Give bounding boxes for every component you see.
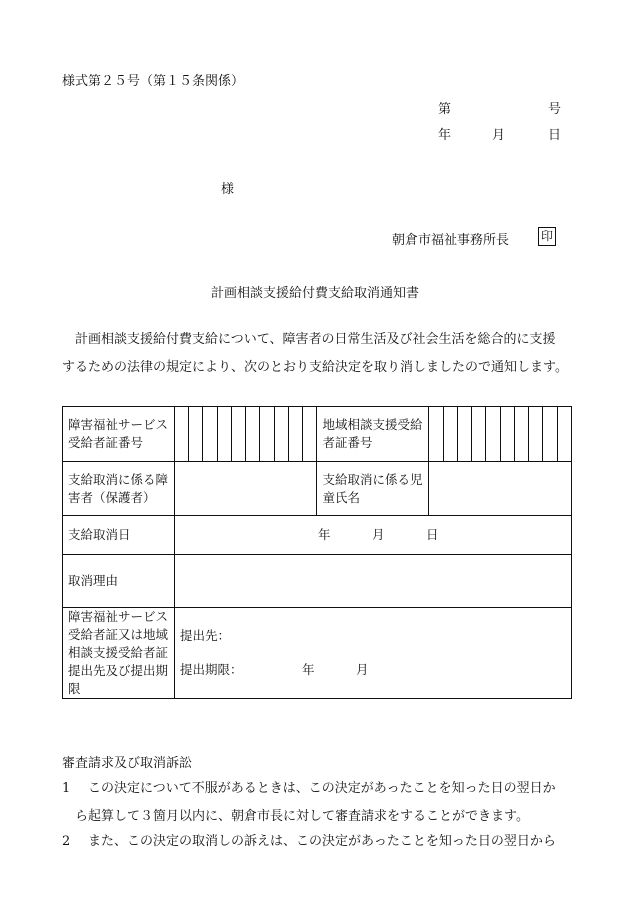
digit-box[interactable] bbox=[260, 407, 274, 462]
consult-cert-label: 地域相談支援受給者証番号 bbox=[317, 407, 429, 462]
reason-field[interactable] bbox=[174, 555, 571, 608]
table-row bbox=[63, 516, 572, 555]
digit-box[interactable] bbox=[246, 407, 260, 462]
digit-box[interactable] bbox=[529, 407, 543, 462]
notice-body-line-2: するための法律の規定により、次のとおり支給決定を取り消しましたので通知します。 bbox=[62, 360, 568, 375]
child-label: 支給取消に係る児童氏名 bbox=[317, 462, 429, 516]
appeal-item-1 bbox=[62, 775, 582, 831]
cancel-date-year: 年 bbox=[317, 527, 331, 542]
digit-box[interactable] bbox=[189, 407, 203, 462]
table-row bbox=[63, 555, 572, 608]
digit-box[interactable] bbox=[486, 407, 500, 462]
digit-box[interactable] bbox=[303, 407, 317, 462]
submit-to-label: 提出先： bbox=[179, 628, 230, 643]
submission-label: 障害福祉サービス受給者証又は地域相談支援受給者証提出先及び提出期限 bbox=[63, 608, 175, 699]
digit-box[interactable] bbox=[231, 407, 245, 462]
digit-box[interactable] bbox=[457, 407, 471, 462]
appeal-item-2 bbox=[62, 828, 582, 856]
notice-body bbox=[62, 326, 582, 382]
notice-table bbox=[62, 406, 572, 699]
digit-box[interactable] bbox=[274, 407, 288, 462]
digit-box[interactable] bbox=[174, 407, 188, 462]
submission-field[interactable] bbox=[174, 608, 571, 699]
digit-box[interactable] bbox=[203, 407, 217, 462]
person-name-field[interactable] bbox=[174, 462, 317, 516]
digit-box[interactable] bbox=[288, 407, 302, 462]
seal-stamp: 印 bbox=[538, 227, 556, 246]
person-label: 支給取消に係る障害者（保護者） bbox=[63, 462, 175, 516]
appeal-item-1-number: 1 bbox=[62, 781, 71, 796]
child-name-field[interactable] bbox=[429, 462, 572, 516]
table-row bbox=[63, 462, 572, 516]
doc-number-suffix: 号 bbox=[548, 102, 562, 117]
digit-box[interactable] bbox=[217, 407, 231, 462]
appeal-item-1-line-2: ら起算して３箇月以内に、朝倉市長に対して審査請求をすることができます。 bbox=[75, 809, 529, 824]
digit-box[interactable] bbox=[557, 407, 571, 462]
document-title: 計画相談支援給付費支給取消通知書 bbox=[210, 286, 419, 301]
cancel-date-label: 支給取消日 bbox=[63, 516, 175, 555]
digit-box[interactable] bbox=[443, 407, 457, 462]
table-row bbox=[63, 608, 572, 699]
issuer-name: 朝倉市福祉事務所長 bbox=[392, 233, 510, 248]
appeal-item-2-number: 2 bbox=[62, 834, 71, 849]
digit-box[interactable] bbox=[543, 407, 557, 462]
issue-date-month: 月 bbox=[492, 128, 506, 143]
digit-box[interactable] bbox=[500, 407, 514, 462]
deadline-label: 提出期限： bbox=[179, 662, 243, 677]
reason-label: 取消理由 bbox=[63, 555, 175, 608]
issue-date-year: 年 bbox=[438, 128, 452, 143]
cancel-date-day: 日 bbox=[425, 527, 439, 542]
appeal-item-1-line-1: この決定について不服があるときは、この決定があったことを知った日の翌日か bbox=[88, 781, 556, 796]
appeal-title: 審査請求及び取消訴訟 bbox=[62, 756, 193, 771]
recipient-suffix: 様 bbox=[221, 182, 235, 197]
digit-box[interactable] bbox=[472, 407, 486, 462]
digit-box[interactable] bbox=[514, 407, 528, 462]
issue-date-day: 日 bbox=[548, 128, 562, 143]
deadline-month: 月 bbox=[355, 662, 369, 677]
deadline-year: 年 bbox=[301, 662, 315, 677]
appeal-item-2-line-1: また、この決定の取消しの訴えは、この決定があったことを知った日の翌日から bbox=[88, 834, 556, 849]
digit-box[interactable] bbox=[429, 407, 443, 462]
form-number: 様式第２５号（第１５条関係） bbox=[62, 74, 245, 89]
table-row bbox=[63, 407, 572, 462]
cancel-date-month: 月 bbox=[371, 527, 385, 542]
notice-body-line-1: 計画相談支援給付費支給について、障害者の日常生活及び社会生活を総合的に支援 bbox=[75, 332, 556, 347]
doc-number-prefix: 第 bbox=[438, 102, 452, 117]
recipient-cert-label: 障害福祉サービス受給者証番号 bbox=[63, 407, 175, 462]
cancel-date-field[interactable] bbox=[174, 516, 571, 555]
